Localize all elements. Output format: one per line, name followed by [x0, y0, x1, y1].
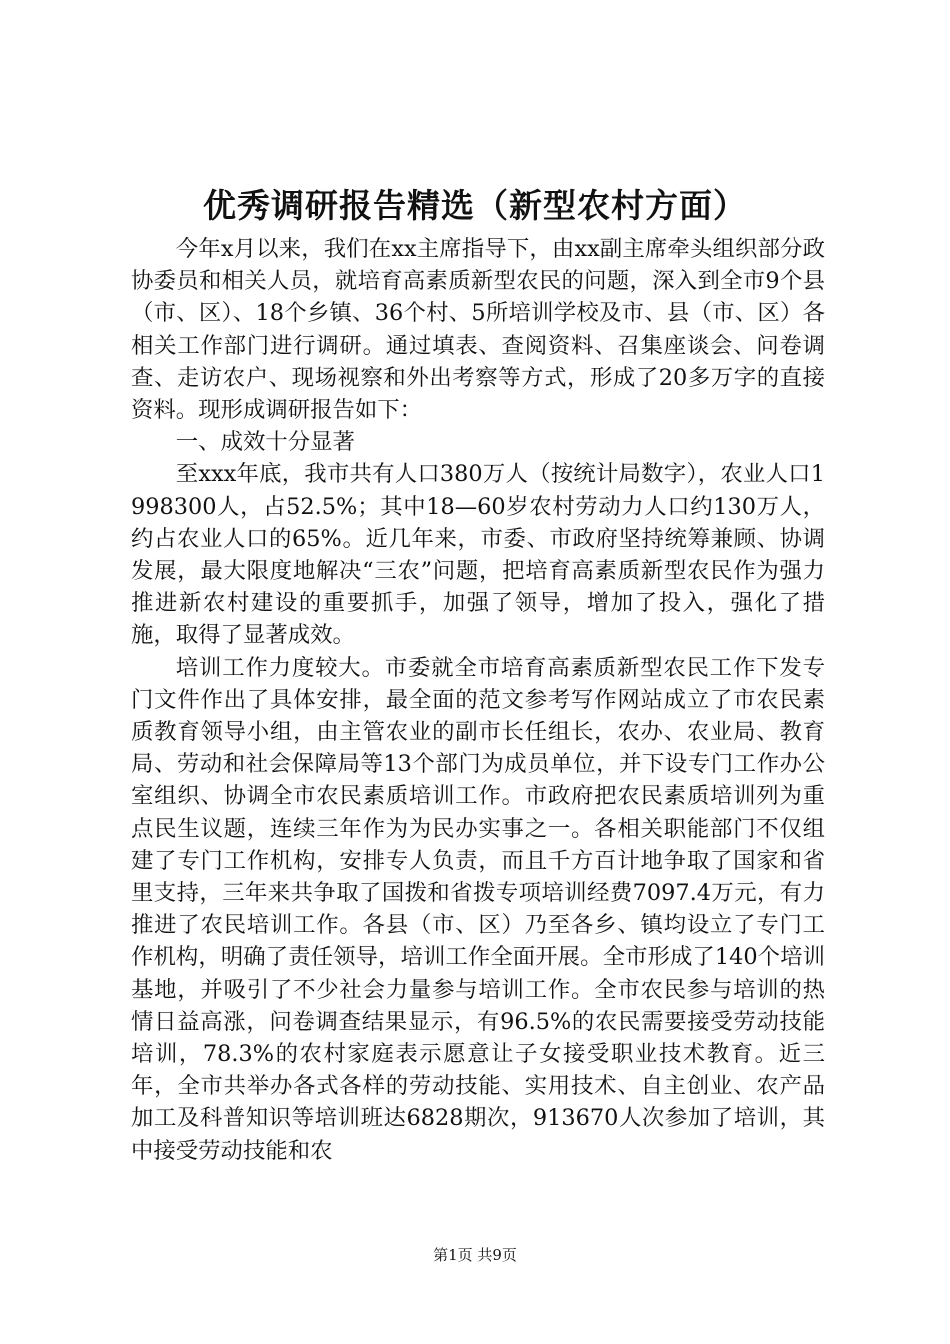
section-heading: 一、成效十分显著	[175, 429, 355, 456]
document-title: 优秀调研报告精选（新型农村方面）	[203, 186, 747, 225]
document-body	[131, 233, 825, 1167]
paragraph-training: 培训工作力度较大。市委就全市培育高素质新型农民工作下发专门文件作出了具体安排，最全面的范文参考写作网站成立了市农民素质教育领导小组，由主管农业的副市长任组长，农办、农业局、教育局、劳动和社会保障局等13个部门为成员单位，并下设专门工作办公室组织、协调全市农民素质培训工作。市政府把农民素质培训列为重点民生议题，连续三年作为为民办实事之一。各相关职能部门不仅组建了专门工作机构，安排专人负责，而且千方百计地争取了国家和省里支持，三年来共争取了国拨和省拨专项培训经费7097.4万元，有力推进了农民培训工作。各县（市、区）乃至各乡、镇均设立了专门工作机构，明确了责任领导，培训工作全面开展。全市形成了140个培训基地，并吸引了不少社会力量参与培训工作。全市农民参与培训的热情日益高涨，问卷调查结果显示，有96.5%的农民需要接受劳动技能培训，78.3%的农村家庭表示愿意让子女接受职业技术教育。近三年，全市共举办各式各样的劳动技能、实用技术、自主创业、农产品加工及科普知识等培训班达6828期次，913670人次参加了培训，其中接受劳动技能和农	[131, 654, 825, 1164]
page-number-footer: 第1页 共9页	[433, 1246, 517, 1264]
paragraph-statistics: 至xxx年底，我市共有人口380万人（按统计局数字），农业人口1998300人，占52.5%；其中18—60岁农村劳动力人口约130万人，约占农业人口的65%。近几年来，市委、市政府坚持统筹兼顾、协调发展，最大限度地解决“三农”问题，把培育高素质新型农民作为强力推进新农村建设的重要抓手，加强了领导，增加了投入，强化了措施，取得了显著成效。	[131, 461, 825, 649]
paragraph-intro: 今年x月以来，我们在xx主席指导下，由xx副主席牵头组织部分政协委员和相关人员，就培育高素质新型农民的问题，深入到全市9个县（市、区）、18个乡镇、36个村、5所培训学校及市、县（市、区）各相关工作部门进行调研。通过填表、查阅资料、召集座谈会、问卷调查、走访农户、现场视察和外出考察等方式，形成了20多万字的直接资料。现形成调研报告如下：	[131, 236, 825, 424]
